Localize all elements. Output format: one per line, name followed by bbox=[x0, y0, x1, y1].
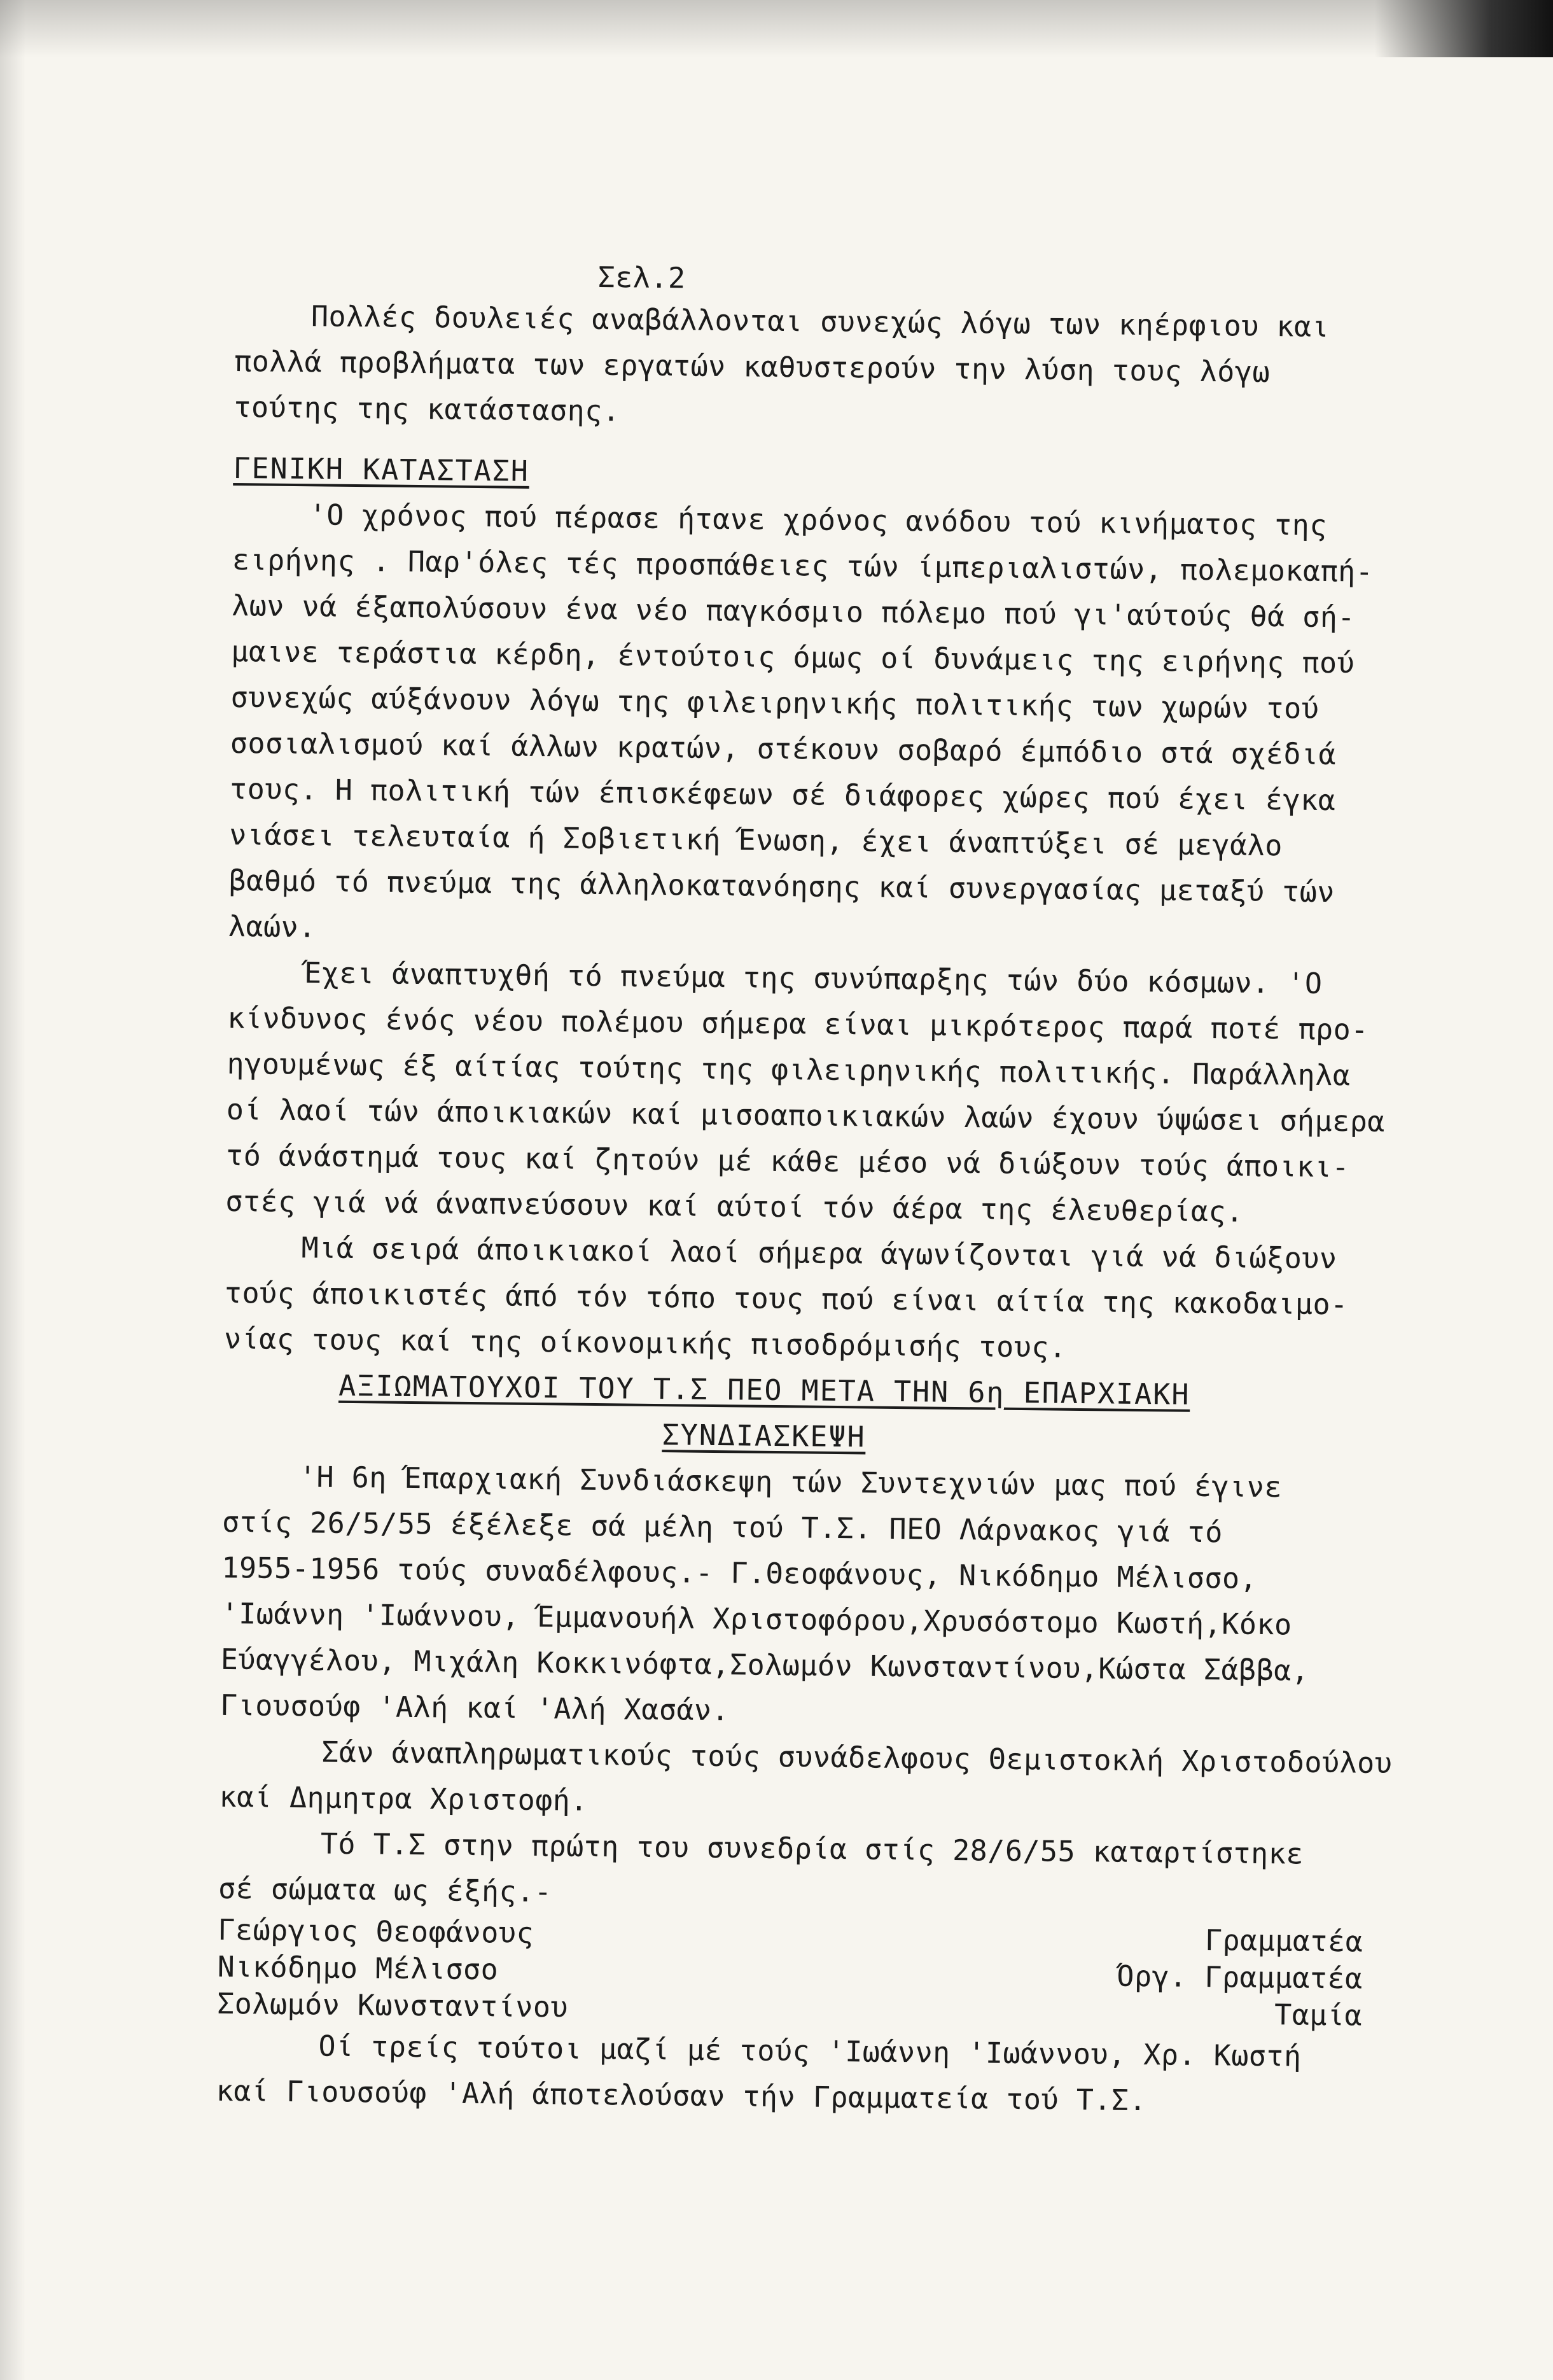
paragraph-line: στές γιά νά άναπνεύσουν καί αύτοί τόν άέρα της έλευθερίας. bbox=[225, 1184, 1244, 1229]
paragraph-line: 'Ο χρόνος πού πέρασε ήτανε χρόνος ανόδου τού κινήματος της bbox=[309, 498, 1328, 542]
section-heading-conference: ΣΥΝΔΙΑΣΚΕΨΗ bbox=[662, 1418, 866, 1454]
paragraph-line: τό άνάστημά τους καί ζητούν μέ κάθε μέσο νά διώξουν τούς άποικι- bbox=[225, 1138, 1350, 1184]
member-role: Όργ. Γραμματέα bbox=[1117, 1959, 1363, 1996]
paragraph-line: σέ σώματα ως έξής.- bbox=[218, 1871, 552, 1909]
paragraph-line: Τό Τ.Σ στην πρώτη του συνεδρία στίς 28/6/55 καταρτίστηκε bbox=[320, 1826, 1304, 1871]
intro-line: πολλά προβλήματα των εργατών καθυστερούν την λύση τους λόγω bbox=[233, 344, 1271, 389]
paragraph-line: στίς 26/5/55 έξέλεξε σά μέλη τού Τ.Σ. ΠΕΟ Λάρνακος γιά τό bbox=[221, 1504, 1223, 1550]
paragraph-line: μαινε τεράστια κέρδη, έντούτοις όμως οί δυνάμεις της ειρήνης πού bbox=[231, 634, 1355, 680]
paragraph-line: Οί τρείς τούτοι μαζί μέ τούς 'Ιωάννη 'Ιωάννου, Χρ. Κωστή bbox=[318, 2029, 1302, 2073]
paragraph-line: καί Γιουσούφ 'Αλή άποτελούσαν τήν Γραμματεία τού Τ.Σ. bbox=[216, 2073, 1147, 2118]
paragraph-line: 'Η 6η Έπαρχιακή Συνδιάσκεψη τών Συντεχνιών μας πού έγινε bbox=[298, 1460, 1283, 1504]
intro-line: Πολλές δουλειές αναβάλλονται συνεχώς λόγω των κηέρφιου και bbox=[310, 299, 1330, 344]
paragraph-line: βαθμό τό πνεύμα της άλληλοκατανόησης καί συνεργασίας μεταξύ τών bbox=[228, 863, 1335, 909]
paragraph-line: νιάσει τελευταία ή Σοβιετική Ένωση, έχει άναπτύξει σέ μεγάλο bbox=[229, 817, 1283, 863]
paragraph-line: Γιουσούφ 'Αλή καί 'Αλή Χασάν. bbox=[219, 1688, 730, 1728]
paragraph-line: τους. Η πολιτική τών έπισκέφεων σέ διάφορες χώρες πού έχει έγκα bbox=[229, 771, 1336, 818]
member-role: Ταμία bbox=[1274, 1998, 1363, 2033]
paragraph-line: 1955-1956 τούς συναδέλφους.- Γ.Θεοφάνους, Νικόδημο Μέλισσο, bbox=[221, 1550, 1258, 1595]
paragraph-line: Σάν άναπληρωματικούς τούς συνάδελφους Θεμιστοκλή Χριστοδούλου bbox=[321, 1735, 1393, 1781]
paragraph-line: νίας τους καί της οίκονομικής πισοδρόμισής τους. bbox=[223, 1321, 1067, 1364]
paragraph-line: συνεχώς αύξάνουν λόγω της φιλειρηνικής πολιτικής των χωρών τού bbox=[230, 680, 1320, 725]
paragraph-line: κίνδυνος ένός νέου πολέμου σήμερα είναι μικρότερος παρά ποτέ προ- bbox=[227, 1000, 1369, 1047]
member-name: Νικόδημο Μέλισσο bbox=[217, 1949, 499, 1987]
member-name: Γεώργιος Θεοφάνους bbox=[218, 1912, 534, 1950]
paragraph-line: σοσιαλισμού καί άλλων κρατών, στέκουν σοβαρό έμπόδιο στά σχέδιά bbox=[230, 725, 1337, 772]
paragraph-line: Έχει άναπτυχθή τό πνεύμα της συνύπαρξης τών δύο κόσμων. 'Ο bbox=[303, 956, 1323, 1000]
member-role: Γραμματέα bbox=[1204, 1923, 1363, 1959]
intro-line: τούτης της κατάστασης. bbox=[233, 389, 620, 428]
section-heading-general: ΓΕΝΙΚΗ ΚΑΤΑΣΤΑΣΗ bbox=[233, 451, 530, 488]
paragraph-line: οί λαοί τών άποικιακών καί μισοαποικιακών λαών έχουν ύψώσει σήμερα bbox=[226, 1092, 1386, 1138]
paragraph-line: λαών. bbox=[228, 909, 317, 944]
scan-left-shadow bbox=[0, 0, 25, 2380]
paragraph-line: τούς άποικιστές άπό τόν τόπο τους πού είναι αίτία της κακοδαιμο- bbox=[224, 1275, 1349, 1322]
paragraph-line: 'Ιωάννη 'Ιωάννου, Έμμανουήλ Χριστοφόρου,Χρυσόστομο Κωστή,Κόκο bbox=[221, 1596, 1292, 1642]
scan-edge-shadow bbox=[0, 0, 1553, 57]
paragraph-line: λων νά έξαπολύσουν ένα νέο παγκόσμιο πόλεμο πού γι'αύτούς θά σή- bbox=[231, 588, 1356, 634]
paragraph-line: Μιά σειρά άποικιακοί λαοί σήμερα άγωνίζονται γιά νά διώξουν bbox=[301, 1231, 1337, 1276]
page-number: Σελ.2 bbox=[597, 260, 686, 295]
paragraph-line: καί Δημητρα Χριστοφή. bbox=[219, 1779, 588, 1817]
paragraph-line: ηγουμένως έξ αίτίας τούτης της φιλειρηνικής πολιτικής. Παράλληλα bbox=[226, 1046, 1351, 1093]
member-name: Σολωμόν Κωνσταντίνου bbox=[216, 1986, 569, 2024]
paragraph-line: Εύαγγέλου, Μιχάλη Κοκκινόφτα,Σολωμόν Κωνσταντίνου,Κώστα Σάββα, bbox=[220, 1642, 1309, 1688]
document-body bbox=[216, 255, 1526, 2127]
section-heading-officials: ΑΞΙΩΜΑΤΟΥΧΟΙ ΤΟΥ Τ.Σ ΠΕΟ ΜΕΤΑ ΤΗΝ 6η ΕΠΑΡΧΙΑΚΗ bbox=[338, 1368, 1190, 1411]
scan-corner-shadow bbox=[1375, 0, 1553, 57]
paragraph-line: ειρήνης . Παρ'όλες τές προσπάθειες τών ίμπεριαλιστών, πολεμοκαπή- bbox=[232, 542, 1374, 589]
